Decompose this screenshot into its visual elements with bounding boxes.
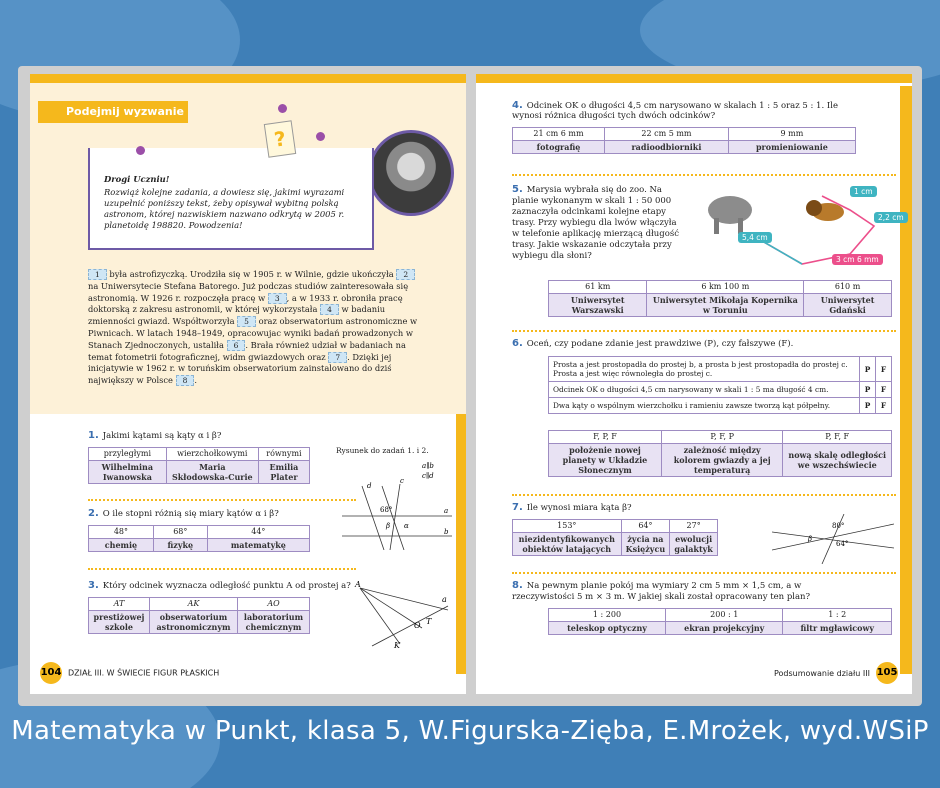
code-cell: Wilhelmina Iwanowska <box>89 461 167 484</box>
story-fragment: . <box>194 375 198 386</box>
right-footer <box>774 662 898 684</box>
code-cell: Uniwersytet Mikołaja Kopernika w Toruniu <box>647 294 804 317</box>
blank-3: 3 <box>268 293 287 304</box>
section-title: DZIAŁ III. W ŚWIECIE FIGUR PŁASKICH <box>68 668 220 678</box>
story-fragment: . Dzięki jej inicjatywie w 1962 r. w toruńskim obserwatorium zainstalowano do dziś największy w Polsce <box>88 351 392 386</box>
code-cell: radioodbiorniki <box>605 141 729 154</box>
code-cell: laboratorium chemicznym <box>237 611 309 634</box>
letter-box <box>88 148 374 250</box>
task-question: O ile stopni różnią się miary kątów α i β? <box>102 509 279 519</box>
angle-figure <box>772 514 894 564</box>
story-fragment: była astrofizyczką. Urodziła się w 1905 r. w Wilnie, gdzie ukończyła <box>106 269 397 279</box>
left-footer <box>40 662 219 684</box>
statement: Odcinek OK o długości 4,5 cm narysowany w skali 1 : 5 ma długość 4 cm. <box>549 382 860 398</box>
figure-label: 68° <box>380 506 393 514</box>
task-number: 8. <box>512 580 523 591</box>
pin-icon <box>278 104 287 113</box>
section-title: Podsumowanie działu III <box>773 668 870 678</box>
task-8 <box>512 580 852 603</box>
answer-table <box>512 127 856 154</box>
side-stripe <box>900 86 912 674</box>
answer-cell[interactable]: 64° <box>621 520 670 533</box>
answer-cell[interactable]: 1 : 2 <box>783 609 892 622</box>
divider <box>88 568 356 572</box>
blank-4: 4 <box>320 304 339 315</box>
story-fragment: oraz obserwatorium astronomiczne w Piwnicach. W latach 1948–1949, opracowujac wyniki badań prowadzonych w Stanach Zjednoczonych, ustaliła <box>88 316 418 350</box>
code-cell: prestiżowej szkole <box>89 611 150 634</box>
blank-7: 7 <box>328 352 347 363</box>
figure-label: a <box>444 507 449 515</box>
true-option[interactable]: P <box>860 357 876 382</box>
answer-table <box>548 430 892 477</box>
answer-cell[interactable]: 200 : 1 <box>665 609 782 622</box>
code-cell: położenie nowej planety w Układzie Słonecznym <box>549 444 662 477</box>
answer-table <box>548 280 892 317</box>
task-3 <box>88 580 351 634</box>
letter-greeting: Drogi Uczniu! <box>104 174 170 184</box>
answer-table <box>88 525 310 552</box>
task-question: Na pewnym planie pokój ma wymiary 2 cm 5 mm × 1,5 cm, a w rzeczywistości 5 m × 3 m. W jakiej skali został opracowany ten plan? <box>512 581 811 602</box>
story-fragment: , a w 1933 r. obroniła pracę doktorską z zakresu astronomii, w której wykorzystała <box>88 292 403 315</box>
code-cell: ewolucji galaktyk <box>670 533 718 556</box>
answer-cell[interactable]: 9 mm <box>728 128 855 141</box>
distance-figure <box>352 580 452 650</box>
answer-cell[interactable]: przyległymi <box>89 448 167 461</box>
figure-label: c∥d <box>422 472 434 480</box>
blank-6: 6 <box>227 340 246 351</box>
answer-cell[interactable]: 610 m <box>804 281 892 294</box>
task-number: 7. <box>512 502 523 513</box>
task-question: Odcinek OK o długości 4,5 cm narysowano w skalach 1 : 5 oraz 5 : 1. Ile wynosi różnica długości tych dwóch odcinków? <box>512 101 838 121</box>
page-number: 105 <box>876 662 898 684</box>
answer-table <box>88 597 310 634</box>
task-6 <box>512 338 793 349</box>
pin-icon <box>136 146 145 155</box>
figure-label: d <box>367 482 372 490</box>
figure-label: A <box>355 580 361 589</box>
figure-label: a∥b <box>422 462 434 470</box>
true-false-table <box>548 356 892 414</box>
code-cell: chemię <box>89 539 154 552</box>
distance-label: 1 cm <box>850 186 877 197</box>
task-question: Ile wynosi miara kąta β? <box>526 503 632 513</box>
task-number: 2. <box>88 508 99 519</box>
answer-cell[interactable]: 44° <box>207 526 309 539</box>
blank-8: 8 <box>176 375 195 386</box>
task-1 <box>88 430 310 484</box>
divider <box>512 572 896 576</box>
astronomer-portrait <box>368 130 454 216</box>
figure-label: a <box>442 595 447 604</box>
figure-label: α <box>404 522 409 530</box>
textbook-spread <box>18 66 922 706</box>
answer-cell[interactable]: 48° <box>89 526 154 539</box>
code-cell: niezidentyfikowanych obiektów latających <box>513 533 622 556</box>
figure-label: b <box>444 528 449 536</box>
answer-cell[interactable]: 22 cm 5 mm <box>605 128 729 141</box>
task-question: Marysia wybrała się do zoo. Na planie wykonanym w skali 1 : 50 000 zaznaczyła odcinkami kolejne etapy trasy. Przy wybiegu dla lwów włączyła w telefonie aplikację mierzącą długość trasy. Jakie wskazanie odczytała przy wybiegu dla słoni? <box>512 185 679 261</box>
angle-label: 80° <box>832 522 845 530</box>
answer-table <box>548 608 892 635</box>
answer-cell[interactable]: AT <box>89 598 150 611</box>
angle-label: β <box>808 535 813 543</box>
story-fragment: w badaniu zmienności gwiazd. Współtworzyła <box>88 304 386 327</box>
answer-cell[interactable]: P, F, P <box>661 431 782 444</box>
answer-cell[interactable]: 21 cm 6 mm <box>513 128 605 141</box>
image-caption: Matematyka w Punkt, klasa 5, W.Figurska-Zięba, E.Mrożek, wyd.WSiP <box>11 716 929 746</box>
divider <box>512 174 896 178</box>
figure-label: O <box>414 621 421 630</box>
answer-cell[interactable]: wierzchołkowymi <box>166 448 258 461</box>
answer-table <box>88 447 310 484</box>
code-cell: obserwatorium astronomicznym <box>149 611 237 634</box>
code-cell: ekran projekcyjny <box>665 622 782 635</box>
distance-label: 2,2 cm <box>874 212 908 223</box>
left-page <box>30 74 466 694</box>
code-cell: fizykę <box>153 539 207 552</box>
code-cell: Uniwersytet Warszawski <box>549 294 647 317</box>
code-cell: fotografię <box>513 141 605 154</box>
code-cell: matematykę <box>207 539 309 552</box>
pin-icon <box>316 132 325 141</box>
story-fragment: na Uniwersytecie Stefana Batorego. Już podczas studiów zainteresowała się astronomią. W 1926 r. rozpoczęła pracę w <box>88 280 409 303</box>
code-cell: życia na Księżycu <box>621 533 670 556</box>
answer-cell[interactable]: 27° <box>670 520 718 533</box>
task-question: Jakimi kątami są kąty α i β? <box>102 431 222 441</box>
distance-label: 5,4 cm <box>738 232 772 243</box>
answer-cell[interactable]: 61 km <box>549 281 647 294</box>
task-number: 4. <box>512 100 523 111</box>
statement: Prosta a jest prostopadła do prostej b, a prosta b jest prostopadła do prostej c. Prosta a jest więc równoległa do prostej c. <box>549 357 860 382</box>
task-7 <box>512 502 718 556</box>
task-5 <box>512 184 682 262</box>
challenge-banner: Podejmij wyzwanie <box>38 101 188 123</box>
story-text <box>88 269 424 387</box>
answer-cell[interactable]: 1 : 200 <box>549 609 666 622</box>
code-cell: promieniowanie <box>728 141 855 154</box>
false-option[interactable]: F <box>876 382 892 398</box>
true-option[interactable]: P <box>860 382 876 398</box>
figure-caption: Rysunek do zadań 1. i 2. <box>336 446 429 455</box>
false-option[interactable]: F <box>876 398 892 414</box>
task-question: Który odcinek wyznacza odległość punktu A od prostej a? <box>102 581 351 591</box>
blank-1: 1 <box>88 269 107 280</box>
side-stripe <box>456 414 466 674</box>
false-option[interactable]: F <box>876 357 892 382</box>
answer-cell[interactable]: równymi <box>258 448 309 461</box>
divider <box>512 330 896 334</box>
code-cell: zależność między kolorem gwiazdy a jej temperaturą <box>661 444 782 477</box>
figure-label: c <box>400 477 404 485</box>
angle-label: 64° <box>836 540 849 548</box>
divider <box>512 494 896 498</box>
blank-5: 5 <box>237 316 256 327</box>
true-option[interactable]: P <box>860 398 876 414</box>
answer-cell[interactable]: AK <box>149 598 237 611</box>
answer-cell[interactable]: F, P, F <box>549 431 662 444</box>
story-fragment: . Brała również udział w badaniach na temat fotometrii fotograficznej, widm gwiazdowych oraz <box>88 339 406 362</box>
answer-cell[interactable]: P, F, F <box>783 431 892 444</box>
figure-label: K <box>394 641 400 650</box>
task-number: 5. <box>512 184 523 195</box>
question-note: ? <box>264 120 296 158</box>
code-cell: nową skalę odległości we wszechświecie <box>783 444 892 477</box>
code-cell: Emilia Plater <box>258 461 309 484</box>
blank-2: 2 <box>396 269 415 280</box>
figure-label: T <box>426 617 432 626</box>
task-number: 1. <box>88 430 99 441</box>
code-cell: Maria Skłodowska-Curie <box>166 461 258 484</box>
code-cell: teleskop optyczny <box>549 622 666 635</box>
letter-body: Rozwiąż kolejne zadania, a dowiesz się, jakimi wyrazami uzupełnić poniższy tekst, żeby opisywał wybitną polską astronom, której nazwiskiem nazwano odkrytą w 2005 r. planetoidę 198820. Powodzenia! <box>104 187 345 230</box>
task-number: 3. <box>88 580 99 591</box>
code-cell: filtr mgławicowy <box>783 622 892 635</box>
right-page <box>476 74 912 694</box>
top-stripe <box>476 74 912 83</box>
answer-table <box>512 519 718 556</box>
answer-cell[interactable]: 153° <box>513 520 622 533</box>
task-4 <box>512 100 842 154</box>
task-number: 6. <box>512 338 523 349</box>
distance-label: 3 cm 6 mm <box>832 254 883 265</box>
divider <box>88 499 356 503</box>
task-question: Oceń, czy podane zdanie jest prawdziwe (P), czy fałszywe (F). <box>526 339 794 349</box>
parallel-lines-figure <box>342 458 452 550</box>
answer-cell[interactable]: AO <box>237 598 309 611</box>
top-stripe <box>30 74 466 83</box>
answer-cell[interactable]: 68° <box>153 526 207 539</box>
statement: Dwa kąty o wspólnym wierzchołku i ramieniu zawsze tworzą kąt półpełny. <box>549 398 860 414</box>
task-2 <box>88 508 310 552</box>
answer-cell[interactable]: 6 km 100 m <box>647 281 804 294</box>
page-number: 104 <box>40 662 62 684</box>
code-cell: Uniwersytet Gdański <box>804 294 892 317</box>
figure-label: β <box>386 522 391 530</box>
